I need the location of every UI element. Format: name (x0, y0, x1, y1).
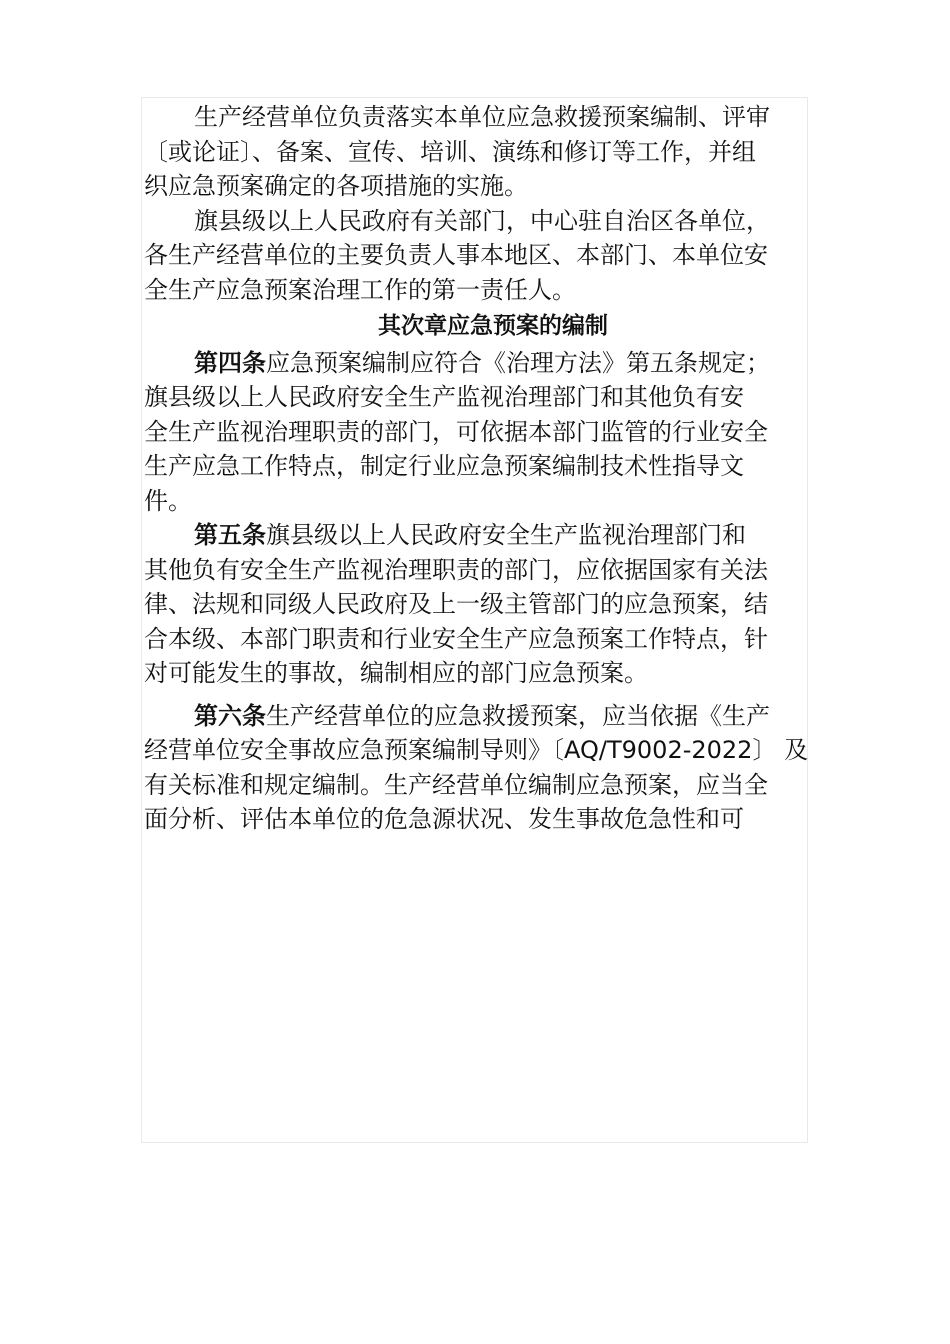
article-label: 第五条 (194, 521, 266, 549)
text-line: 全生产应急预案治理工作的第一责任人。 (144, 275, 576, 304)
text-line: 〔或论证〕、备案、宣传、培训、演练和修订等工作，并组 (144, 137, 756, 166)
paragraph-1 (144, 100, 816, 204)
chapter-heading: 其次章应急预案的编制 (378, 313, 608, 339)
text-line: 面分析、评估本单位的危急源状况、发生事故危急性和可 (144, 805, 744, 833)
text-line (144, 699, 816, 734)
text-line: 律、法规和同级人民政府及上一级主管部门的应急预案，结 (144, 590, 768, 618)
text-line: 各生产经营单位的主要负责人事本地区、本部门、本单位安 (144, 241, 768, 269)
text-line: 合本级、本部门职责和行业安全生产应急预案工作特点，针 (144, 624, 768, 653)
text-line: 全生产监视治理职责的部门，可依据本部门监管的行业安全 (144, 417, 768, 446)
article-label: 第四条 (194, 348, 266, 377)
text-line: 旗县级以上人民政府有关部门，中心驻自治区各单位， (194, 206, 770, 235)
paragraph-2 (144, 204, 816, 308)
text-line: 有关标准和规定编制。生产经营单位编制应急预案，应当全 (144, 770, 768, 799)
text-line: 旗县级以上人民政府安全生产监视治理部门和其他负有安 (144, 383, 744, 411)
text-line (144, 346, 816, 381)
text-line (144, 518, 816, 553)
text-line: 生产经营单位负责落实本单位应急救援预案编制、评审 (194, 103, 770, 131)
article-4 (144, 346, 816, 519)
article-text: 应急预案编制应符合《治理方法》第五条规定； (266, 348, 770, 377)
article-5 (144, 518, 816, 691)
article-text: 旗县级以上人民政府安全生产监视治理部门和 (266, 521, 746, 549)
text-line: 生产应急工作特点，制定行业应急预案编制技术性指导文 (144, 452, 744, 480)
article-6 (144, 699, 816, 837)
text-line: 织应急预案确定的各项措施的实施。 (144, 172, 528, 200)
article-text: 生产经营单位的应急救援预案，应当依据《生产 (266, 701, 770, 730)
text-line: 件。 (144, 486, 192, 515)
text-line: 经营单位安全事故应急预案编制导则》〔AQ/T9002-2022〕 及 (144, 736, 809, 764)
text-line: 对可能发生的事故，编制相应的部门应急预案。 (144, 659, 648, 687)
article-label: 第六条 (194, 701, 266, 730)
text-line: 其他负有安全生产监视治理职责的部门，应依据国家有关法 (144, 555, 768, 584)
document-body (144, 100, 816, 837)
